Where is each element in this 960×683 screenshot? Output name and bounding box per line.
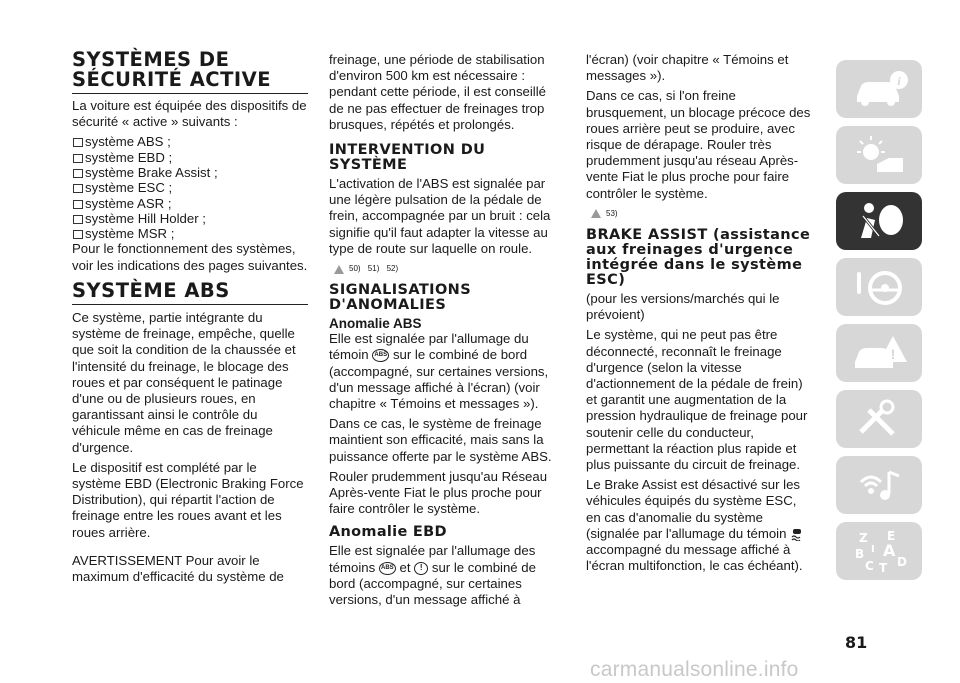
- tab-multimedia[interactable]: [836, 456, 922, 514]
- safety-airbag-icon: [847, 198, 911, 244]
- brake-warning-icon: !: [414, 562, 428, 575]
- systems-list: [72, 134, 308, 241]
- warning-refs: [591, 206, 812, 222]
- anomalie-ebd-heading: Anomalie EBD: [329, 524, 447, 541]
- watermark: carmanualsonline.info: [590, 658, 799, 681]
- chapter-sidebar: [836, 60, 922, 588]
- versions-note: (pour les versions/marchés qui le prévoient): [586, 291, 780, 323]
- list-item: système ESC ;: [72, 180, 308, 195]
- ebd-anomaly-paragraph: Elle est signalée par l'allumage des témoins ABS et ! sur le combiné de bord (accompagné, sur certaines versions, d'un message affiché à: [329, 543, 536, 608]
- warning-ref[interactable]: 50): [349, 264, 361, 274]
- index-letter: I: [871, 544, 875, 555]
- list-item: système Brake Assist ;: [72, 165, 308, 180]
- index-letter: T: [879, 561, 888, 574]
- tab-service[interactable]: [836, 390, 922, 448]
- abs-heading: SYSTÈME ABS: [72, 281, 308, 305]
- warning-ref[interactable]: 51): [367, 264, 380, 274]
- index-letter: D: [897, 555, 907, 569]
- warning-triangle-icon: [591, 209, 601, 218]
- tab-emergency[interactable]: [836, 324, 922, 382]
- signalisations-heading: SIGNALISATIONS D'ANOMALIES: [329, 282, 472, 314]
- ebd-paragraph: Le dispositif est complété par le système EBD (Electronic Braking Force Distribution), qui répartit l'action de freinage entre les roues avant et les roues arrière.: [72, 459, 304, 540]
- multimedia-icon: [847, 462, 911, 508]
- esc-warning-icon: [790, 527, 804, 541]
- list-item: système EBD ;: [72, 150, 308, 165]
- index-letter: Z: [859, 531, 868, 545]
- abs-warning-icon: ABS: [379, 562, 396, 575]
- svg-text:i: i: [897, 74, 901, 88]
- brake-assist-heading: BRAKE ASSIST (assistance aux freinages d'urgence intégrée dans le système ESC): [586, 227, 811, 289]
- list-item: système ASR ;: [72, 196, 308, 211]
- brake-assist-disabled-paragraph: Le Brake Assist est désactivé sur les véhicules équipés du système ESC, en cas d'anomalie du système (signalée par l'allumage du témoin accompagné du message affiché à l'écran multifonction, le cas échéant).: [586, 477, 803, 574]
- tab-safety[interactable]: [836, 192, 922, 250]
- tab-driving[interactable]: [836, 258, 922, 316]
- index-letter: C: [865, 559, 874, 573]
- index-letter: A: [883, 541, 896, 560]
- ebd-effect-paragraph: Dans ce cas, si l'on freine brusquement, un blocage précoce des roues arrière peut se produire, avec risque de dérapage. Rouler très prudemment jusqu'au réseau Après-vente Fiat le plus proche pour faire contrôler le système.: [586, 88, 811, 201]
- activation-paragraph: L'activation de l'ABS est signalée par une légère pulsation de la pédale de frein, accompagnée par un bruit : cela signifie qu'il faut adapter la vitesse au type de route sur laquelle on roule.: [329, 176, 551, 256]
- warning-ref[interactable]: 52): [386, 264, 399, 274]
- column-2: [329, 52, 555, 612]
- car-warning-icon: [847, 330, 911, 376]
- car-info-icon: [847, 66, 911, 112]
- section-title: SYSTÈMES DE SÉCURITÉ ACTIVE: [72, 50, 308, 94]
- service-tools-icon: [847, 396, 911, 442]
- stabilisation-paragraph: freinage, une période de stabilisation d'environ 500 km est nécessaire : pendant cette période, il est conseillé de ne pas effectuer de freinages trop brusques, répétés et prolongés.: [329, 52, 547, 132]
- list-item: système Hill Holder ;: [72, 211, 308, 226]
- tab-lights[interactable]: [836, 126, 922, 184]
- index-letters-icon: [847, 528, 911, 574]
- column-3: [586, 52, 812, 578]
- abs-advice-paragraph: Rouler prudemment jusqu'au Réseau Après-vente Fiat le plus proche pour faire contrôler le système.: [329, 468, 548, 517]
- abs-paragraph: Ce système, partie intégrante du système de freinage, empêche, quelle que soit la condition de la chaussée et l'intensité du freinage, le blocage des roues et par conséquent le patinage d'une ou de plusieurs roues, en garantissant ainsi le contrôle du véhicule même en cas de freinage d'urgence.: [72, 309, 296, 455]
- warning-refs: [334, 261, 555, 277]
- list-item: système MSR ;: [72, 226, 308, 241]
- lights-icon: [847, 132, 911, 178]
- warning-ref[interactable]: 53): [606, 208, 618, 218]
- abs-effect-paragraph: Dans ce cas, le système de freinage maintient son efficacité, mais sans la puissance offerte par le système ABS.: [329, 416, 552, 464]
- steering-wheel-icon: [847, 264, 911, 310]
- intervention-heading: INTERVENTION DU SYSTÈME: [329, 142, 486, 174]
- tab-index[interactable]: [836, 522, 922, 580]
- svg-text:!: !: [890, 346, 896, 362]
- intro-text: La voiture est équipée des dispositifs de sécurité « active » suivants :: [72, 98, 307, 130]
- tab-car-info[interactable]: [836, 60, 922, 118]
- warning-paragraph: AVERTISSEMENT Pour avoir le maximum d'efficacité du système de: [72, 552, 284, 584]
- outro-text: Pour le fonctionnement des systèmes, voir les indications des pages suivantes.: [72, 241, 308, 273]
- abs-warning-icon: ABS: [372, 349, 389, 362]
- brake-assist-paragraph: Le système, qui ne peut pas être déconnecté, reconnaît le freinage d'urgence (selon la vitesse d'actionnement de la pédale de frein) et garantit une augmentation de la pression hydraulique de freinage pour soutenir celle du conducteur, permettant la réaction plus rapide et plus puissante du circuit de freinage.: [586, 327, 808, 473]
- abs-anomaly-paragraph: Elle est signalée par l'allumage du témoin ABS sur le combiné de bord (accompagné, sur certaines versions, d'un message affiché à l'écran) (voir chapitre « Témoins et messages »).: [329, 331, 549, 412]
- anomalie-abs-heading: Anomalie ABS: [329, 316, 422, 332]
- warning-triangle-icon: [334, 265, 344, 274]
- index-letter: E: [887, 529, 896, 543]
- index-letter: B: [855, 547, 865, 561]
- messages-continuation: l'écran) (voir chapitre « Témoins et messages »).: [586, 52, 789, 84]
- page-number: 81: [845, 633, 868, 652]
- column-1: [72, 50, 308, 589]
- list-item: système ABS ;: [72, 134, 308, 149]
